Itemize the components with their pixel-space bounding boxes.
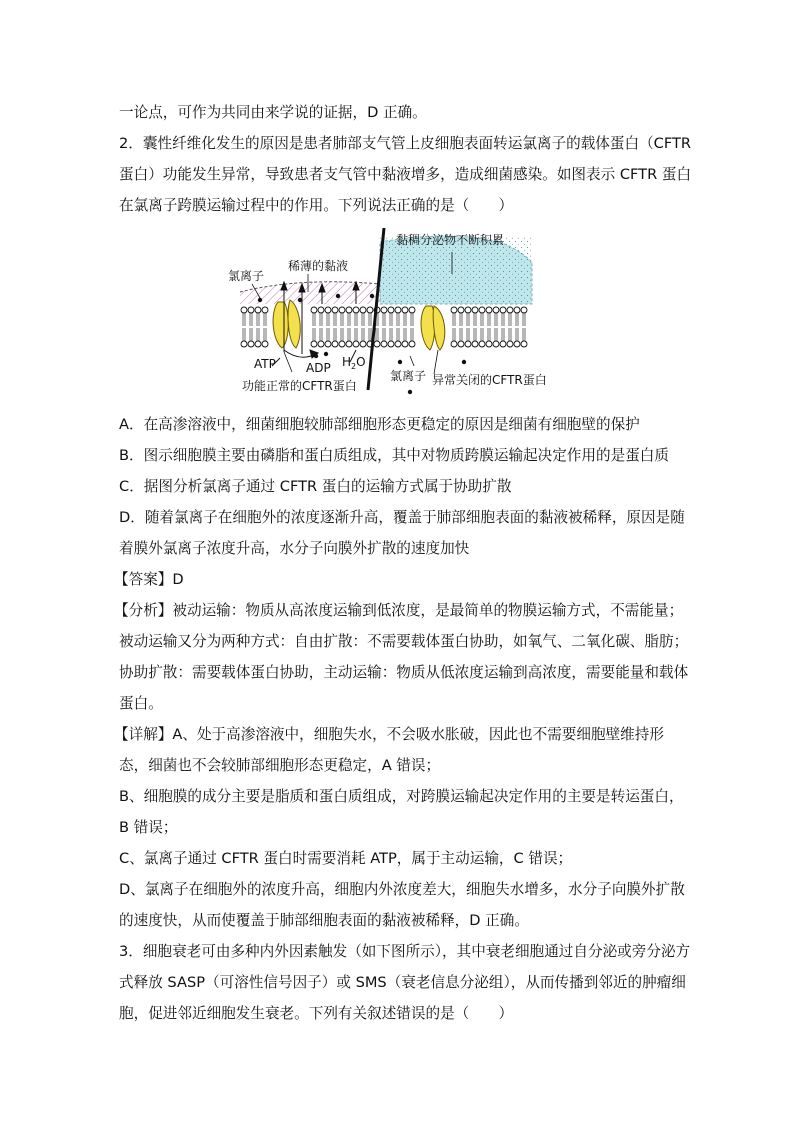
phospholipid-head <box>353 341 359 347</box>
phospholipid-tail <box>264 313 266 326</box>
label-closed-cftr: 异常关闭的CFTR蛋白 <box>432 373 547 387</box>
phospholipid-tail <box>404 313 406 326</box>
phospholipid-tail <box>397 313 399 326</box>
option-c: C．据图分析氯离子通过 CFTR 蛋白的运输方式属于协助扩散 <box>119 478 512 495</box>
phospholipid-head <box>486 307 492 313</box>
phospholipid-head <box>255 307 261 313</box>
question-2-line-3: 在氯离子跨膜运输过程中的作用。下列说法正确的是（ ） <box>119 197 514 214</box>
phospholipid-tail <box>313 313 315 326</box>
detail-line-1: 【详解】A、处于高渗溶液中，细胞失水，不会吸水胀破，因此也不需要细胞壁维持形 <box>114 726 664 743</box>
question-3-line-1: 3．细胞衰老可由多种内外因素触发（如下图所示），其中衰老细胞通过自分泌或旁分泌方 <box>119 943 691 960</box>
phospholipid-head <box>514 341 520 347</box>
option-a: A．在高渗溶液中，细菌细胞较肺部细胞形态更稳定的原因是细菌有细胞壁的保护 <box>119 416 640 433</box>
phospholipid-head <box>381 341 387 347</box>
phospholipid-tail <box>453 313 455 326</box>
phospholipid-tail <box>474 328 476 341</box>
phospholipid-head <box>360 307 366 313</box>
phospholipid-tail <box>327 313 329 326</box>
detail-line-3: B、细胞膜的成分主要是脂质和蛋白质组成，对跨膜运输起决定作用的主要是转运蛋白， <box>119 788 684 805</box>
analysis-line-3: 协助扩散：需要载体蛋白协助，主动运输：物质从低浓度运输到高浓度，需要能量和载体 <box>119 664 689 681</box>
phospholipid-head <box>402 307 408 313</box>
text-line-prev-conclusion: 一论点，可作为共同由来学说的证据，D 正确。 <box>119 104 427 121</box>
phospholipid-tail <box>243 328 245 341</box>
phospholipid-head <box>325 341 331 347</box>
phospholipid-tail <box>250 328 252 341</box>
question-2-line-1: 2．囊性纤维化发生的原因是患者肺部支气管上皮细胞表面转运氯离子的载体蛋白（CFTR <box>119 135 692 152</box>
phospholipid-tail <box>488 313 490 326</box>
phospholipid-head <box>367 307 373 313</box>
phospholipid-tail <box>502 328 504 341</box>
phospholipid-tail <box>411 328 413 341</box>
phospholipid-head <box>472 307 478 313</box>
phospholipid-tail <box>516 313 518 326</box>
phospholipid-head <box>262 307 268 313</box>
label-chloride-left: 氯离子 <box>228 269 265 283</box>
phospholipid-tail <box>327 328 329 341</box>
phospholipid-head <box>318 341 324 347</box>
detail-line-2: 态，细菌也不会较肺部细胞形态更稳定，A 错误； <box>119 757 441 774</box>
phospholipid-tail <box>320 313 322 326</box>
phospholipid-tail <box>250 313 252 326</box>
phospholipid-head <box>241 307 247 313</box>
phospholipid-tail <box>523 313 525 326</box>
phospholipid-tail <box>355 328 357 341</box>
detail-line-4: B 错误； <box>119 819 178 836</box>
phospholipid-tail <box>467 313 469 326</box>
phospholipid-head <box>409 341 415 347</box>
phospholipid-tail <box>313 328 315 341</box>
phospholipid-tail <box>257 313 259 326</box>
phospholipid-tail <box>460 313 462 326</box>
phospholipid-head <box>493 307 499 313</box>
detail-line-5: C、氯离子通过 CFTR 蛋白时需要消耗 ATP，属于主动运输，C 错误； <box>119 850 573 867</box>
phospholipid-head <box>311 341 317 347</box>
answer: 【答案】D <box>114 571 184 588</box>
phospholipid-tail <box>474 313 476 326</box>
phospholipid-head <box>479 341 485 347</box>
detail-line-6: D、氯离子在细胞外的浓度升高，细胞内外浓度差大，细胞失水增多，水分子向膜外扩散 <box>119 881 685 898</box>
phospholipid-tail <box>243 313 245 326</box>
phospholipid-head <box>465 307 471 313</box>
phospholipid-head <box>500 341 506 347</box>
phospholipid-tail <box>502 313 504 326</box>
phospholipid-head <box>318 307 324 313</box>
phospholipid-tail <box>362 313 364 326</box>
phospholipid-tail <box>397 328 399 341</box>
analysis-line-1: 【分析】被动运输：物质从高浓度运输到低浓度，是最简单的物膜运输方式，不需能量； <box>114 602 684 619</box>
phospholipid-tail <box>481 328 483 341</box>
phospholipid-head <box>500 307 506 313</box>
phospholipid-tail <box>495 313 497 326</box>
cftr-membrane-figure <box>220 222 580 402</box>
phospholipid-head <box>311 307 317 313</box>
phospholipid-head <box>507 341 513 347</box>
phospholipid-head <box>388 341 394 347</box>
phospholipid-tail <box>348 313 350 326</box>
phospholipid-head <box>248 341 254 347</box>
phospholipid-tail <box>320 328 322 341</box>
label-thick-secretion: 黏稠分泌物不断积累 <box>396 233 505 247</box>
phospholipid-tail <box>257 328 259 341</box>
phospholipid-head <box>353 307 359 313</box>
phospholipid-head <box>451 307 457 313</box>
phospholipid-head <box>360 341 366 347</box>
phospholipid-tail <box>390 313 392 326</box>
phospholipid-head <box>409 307 415 313</box>
label-h2o: $H_2O$ <box>342 355 366 371</box>
phospholipid-tail <box>453 328 455 341</box>
phospholipid-tail <box>369 328 371 341</box>
phospholipid-tail <box>404 328 406 341</box>
phospholipid-tail <box>341 328 343 341</box>
phospholipid-tail <box>411 313 413 326</box>
phospholipid-head <box>346 307 352 313</box>
closed-cftr-protein <box>421 306 445 350</box>
phospholipid-tail <box>341 313 343 326</box>
phospholipid-tail <box>488 328 490 341</box>
phospholipid-tail <box>390 328 392 341</box>
phospholipid-head <box>507 307 513 313</box>
phospholipid-head <box>325 307 331 313</box>
question-2-line-2: 蛋白）功能发生异常，导致患者支气管中黏液增多，造成细菌感染。如图表示 CFTR 蛋白 <box>119 166 692 183</box>
question-3-line-2: 式释放 SASP（可溶性信号因子）或 SMS（衰老信息分泌组），从而传播到邻近的肿瘤细 <box>119 974 686 991</box>
phospholipid-head <box>521 307 527 313</box>
phospholipid-tail <box>362 328 364 341</box>
phospholipid-head <box>339 307 345 313</box>
phospholipid-head <box>339 341 345 347</box>
normal-cftr-protein <box>273 300 300 348</box>
phospholipid-head <box>395 307 401 313</box>
phospholipid-tail <box>467 328 469 341</box>
phospholipid-tail <box>334 328 336 341</box>
phospholipid-tail <box>383 328 385 341</box>
phospholipid-tail <box>264 328 266 341</box>
phospholipid-head <box>514 307 520 313</box>
phospholipid-head <box>346 341 352 347</box>
phospholipid-head <box>332 307 338 313</box>
analysis-line-2: 被动运输又分为两种方式：自由扩散：不需要载体蛋白协助，如氧气、二氧化碳、脂肪； <box>119 633 689 650</box>
phospholipid-head <box>395 341 401 347</box>
option-b: B．图示细胞膜主要由磷脂和蛋白质组成，其中对物质跨膜运输起决定作用的是蛋白质 <box>119 447 669 464</box>
label-chloride-right: 氯离子 <box>390 369 427 383</box>
question-3-line-3: 胞，促进邻近细胞发生衰老。下列有关叙述错误的是（ ） <box>119 1005 514 1022</box>
phospholipid-head <box>465 341 471 347</box>
phospholipid-tail <box>523 328 525 341</box>
phospholipid-head <box>374 341 380 347</box>
phospholipid-head <box>493 341 499 347</box>
phospholipid-head <box>402 341 408 347</box>
phospholipid-head <box>458 341 464 347</box>
phospholipid-tail <box>355 313 357 326</box>
phospholipid-head <box>332 341 338 347</box>
phospholipid-tail <box>509 313 511 326</box>
label-thin-mucus: 稀薄的黏液 <box>288 259 349 273</box>
phospholipid-tail <box>334 313 336 326</box>
phospholipid-head <box>479 307 485 313</box>
phospholipid-head <box>486 341 492 347</box>
phospholipid-tail <box>460 328 462 341</box>
option-d-line-1: D．随着氯离子在细胞外的浓度逐渐升高，覆盖于肺部细胞表面的黏液被稀释，原因是随 <box>119 509 685 526</box>
phospholipid-head <box>472 341 478 347</box>
phospholipid-head <box>381 307 387 313</box>
phospholipid-head <box>255 341 261 347</box>
phospholipid-tail <box>516 328 518 341</box>
phospholipid-head <box>262 341 268 347</box>
phospholipid-tail <box>481 313 483 326</box>
phospholipid-head <box>241 341 247 347</box>
option-d-line-2: 着膜外氯离子浓度升高，水分子向膜外扩散的速度加快 <box>119 540 470 557</box>
phospholipid-tail <box>369 313 371 326</box>
phospholipid-head <box>388 307 394 313</box>
phospholipid-head <box>451 341 457 347</box>
label-atp: ATP <box>254 357 276 371</box>
phospholipid-tail <box>383 313 385 326</box>
analysis-line-4: 蛋白。 <box>119 695 163 712</box>
label-normal-cftr: 功能正常的CFTR蛋白 <box>242 379 357 393</box>
detail-line-7: 的速度快，从而使覆盖于肺部细胞表面的黏液被稀释，D 正确。 <box>119 912 529 929</box>
phospholipid-tail <box>376 328 378 341</box>
label-adp: ADP <box>306 361 331 375</box>
phospholipid-head <box>248 307 254 313</box>
phospholipid-tail <box>348 328 350 341</box>
phospholipid-head <box>458 307 464 313</box>
phospholipid-tail <box>509 328 511 341</box>
phospholipid-head <box>521 341 527 347</box>
phospholipid-tail <box>495 328 497 341</box>
